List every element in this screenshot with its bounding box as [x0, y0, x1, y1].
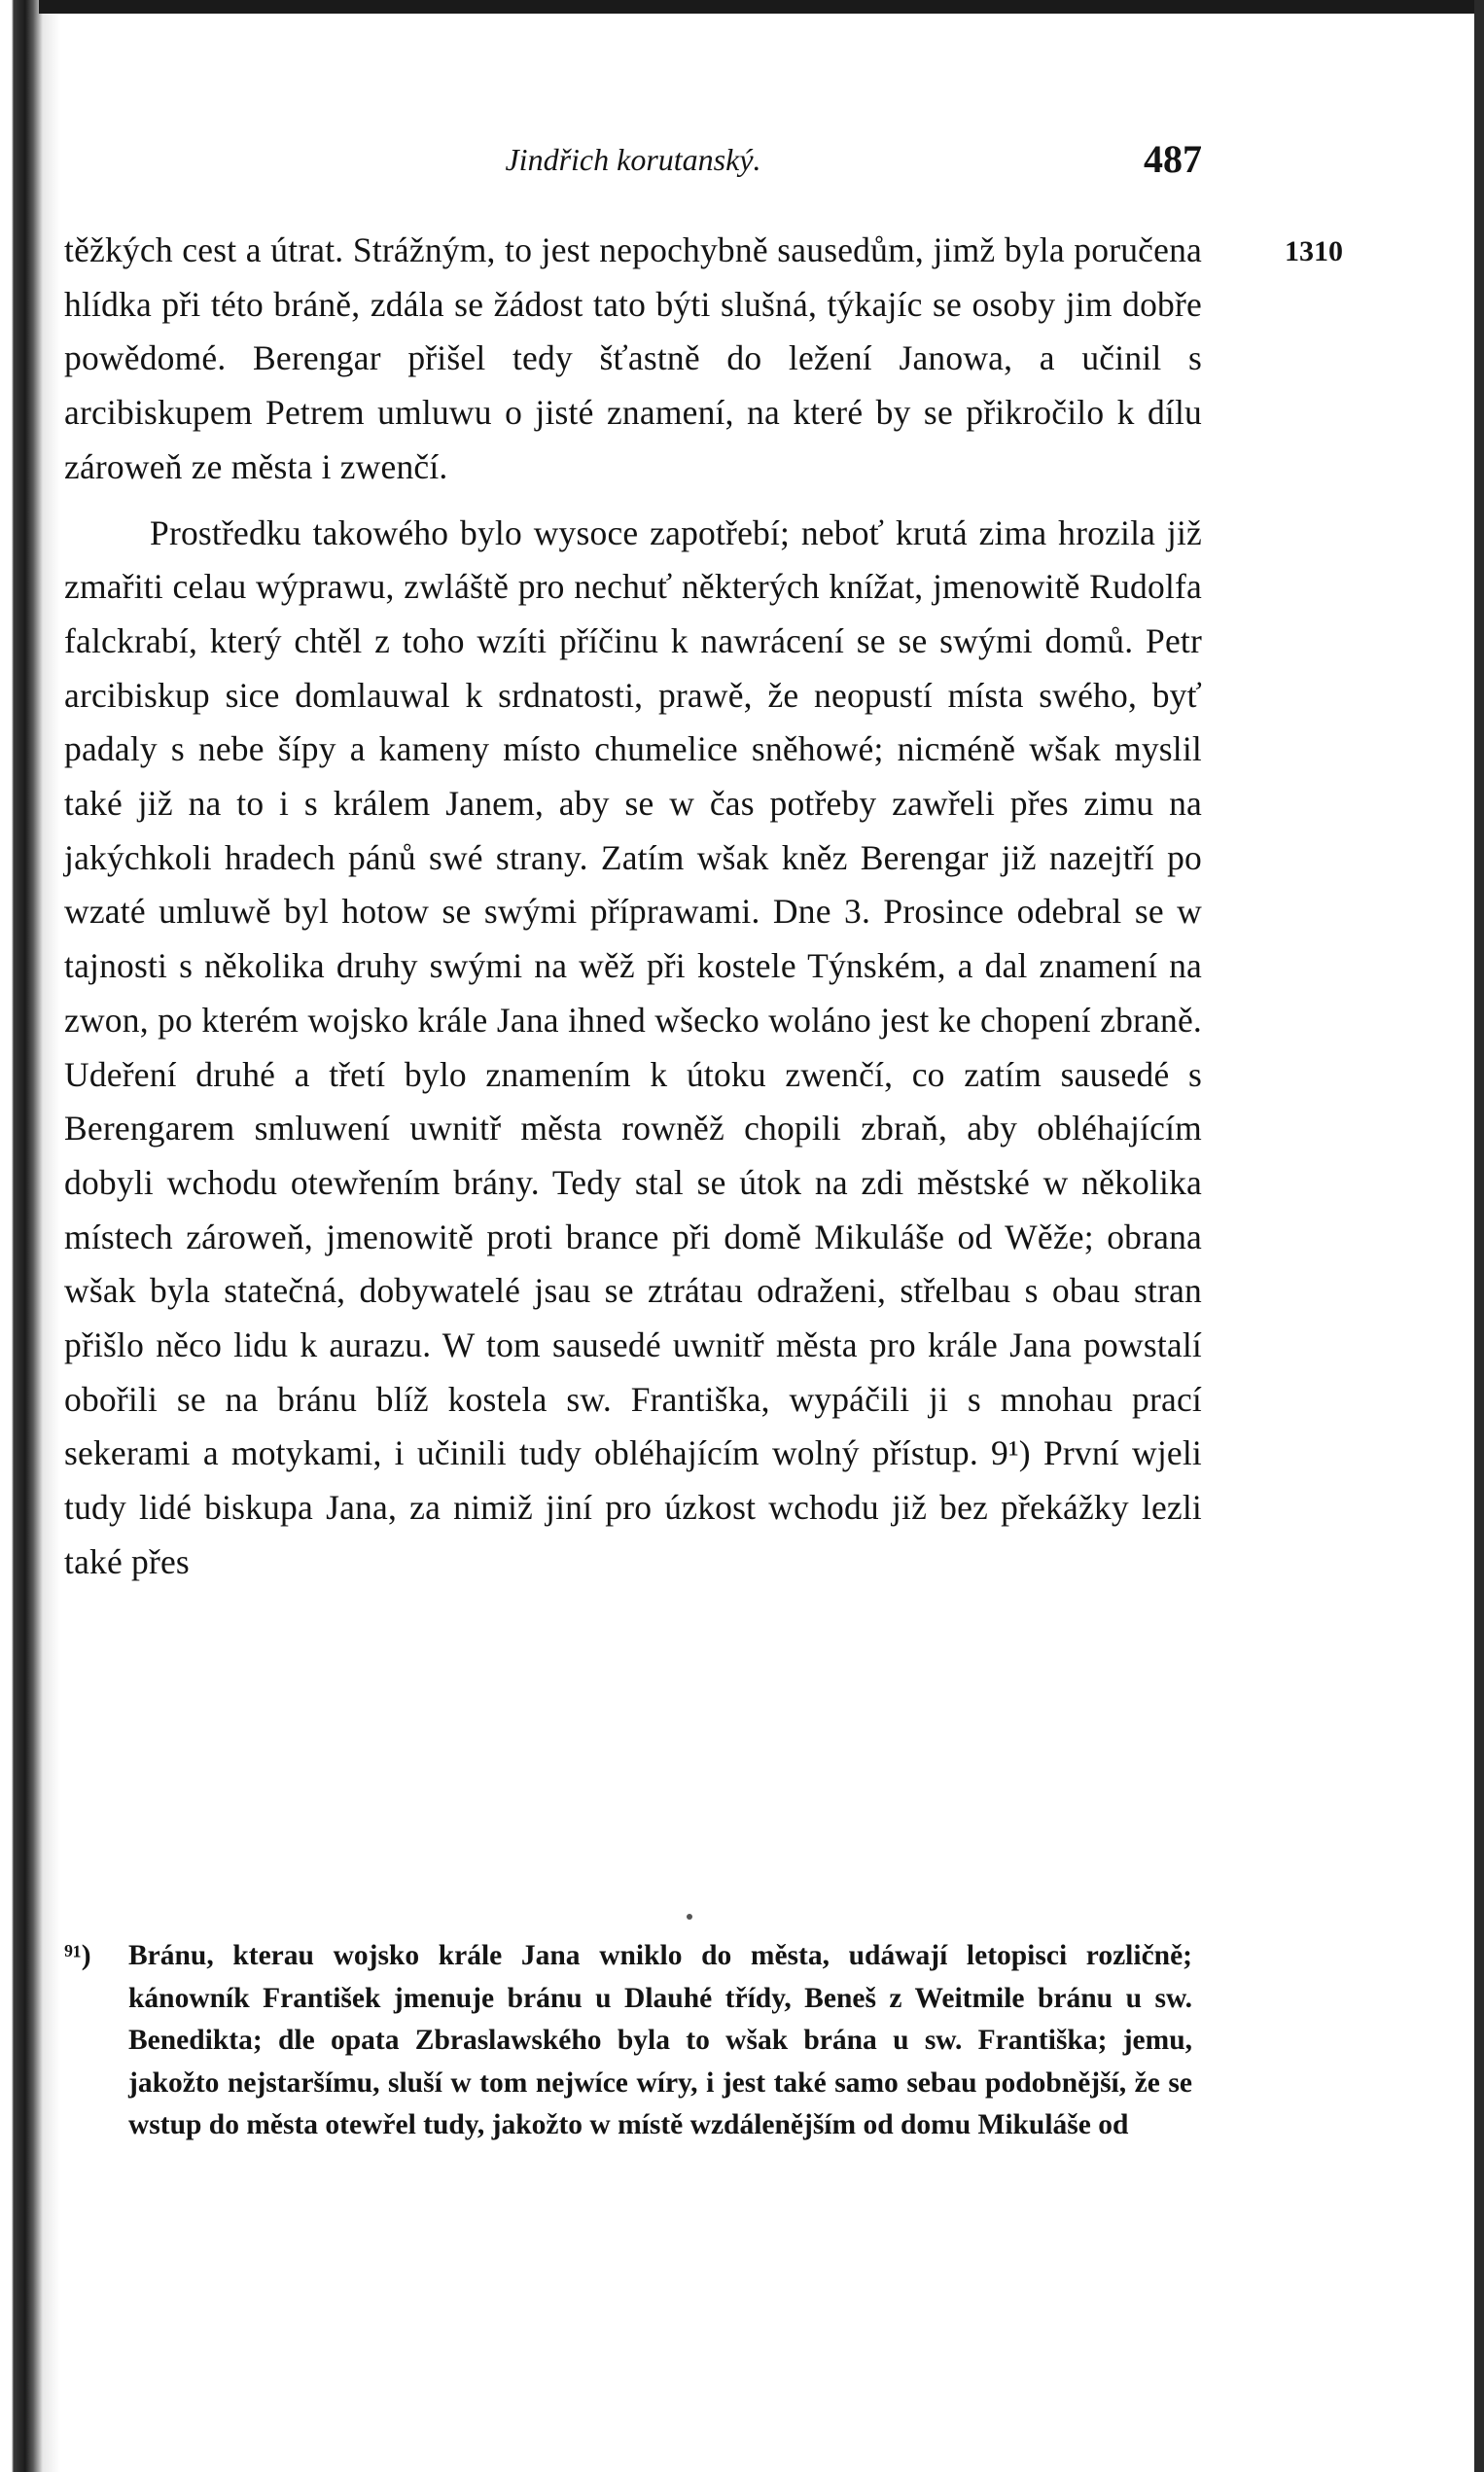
footnote-text: Bránu, kterau wojsko krále Jana wniklo do města, udáwají letopisci rozličně; kánowník František jmenuje bránu u Dlauhé třídy, Beneš z Weitmile bránu u sw. Benedikta; dle opata Zbraslawského byla to wšak brána u sw. Františka; jemu, jakožto nejstaršímu, sluší w tom nejwíce wíry, i jest také samo sebau podobnější, že se wstup do města otewřel tudy, jakožto w místě wzdálenějším od domu Mikuláše od	[128, 1940, 1192, 2140]
footnote	[64, 1935, 1192, 2147]
paragraph-2-continuation: První wjeli tudy lidé biskupa Jana, za nimiž jiní pro úzkost wchodu již bez překážky lezli také přes	[64, 1433, 1202, 1581]
footnote-mark: ⁹¹)	[64, 1940, 91, 1971]
main-text	[64, 224, 1202, 1602]
paragraph-2-text: Prostředku takowého bylo wysoce zapotřebí; neboť krutá zima hrozila již zmařiti celau wýprawu, zwláště pro nechuť některých knížat, jmenowitě Rudolfa falckrabí, který chtěl z toho wzíti příčinu k nawrácení se se swými domů. Petr arcibiskup sice domlauwal k srdnatosti, prawě, že neopustí místa swého, byť padaly s nebe šípy a kameny místo chumelice sněhowé; nicméně wšak myslil také již na to i s králem Janem, aby se w čas potřeby zawřeli přes zimu na jakýchkoli hradech pánů swé strany. Zatím wšak kněz Berengar již nazejtří po wzaté umluwě byl hotow se swými příprawami. Dne 3. Prosince odebral se w tajnosti s několika druhy swými na wěž při kostele Týnském, a dal znamení na zwon, po kterém wojsko krále Jana ihned wšecko woláno jest ke chopení zbraně. Udeření druhé a třetí bylo znamením k útoku zwenčí, co zatím sausedé s Berengarem smluwení uwnitř města rowněž chopili zbraň, aby obléhajícím dobyli wchodu otewřením brány. Tedy stal se útok na zdi městské w několika místech zároweň, jmenowitě proti brance při domě Mikuláše od Wěže; obrana wšak byla statečná, dobywatelé jsau se ztrátau odraženi, střelbau s obau stran přišlo něco lidu k aurazu. W tom sausedé uwnitř města pro krále Jana powstalí obořili se na bránu blíž kostela sw. Františka, wypáčili ji s mnohau prací sekerami a motykami, i učinili tudy obléhajícím wolný přístup.	[64, 512, 1202, 1473]
page-header	[64, 136, 1202, 194]
book-spine-shadow	[0, 0, 60, 2472]
footnote-paragraph	[64, 1935, 1192, 2147]
running-title: Jindřich korutanský.	[505, 142, 761, 177]
paragraph-1: těžkých cest a útrat. Strážným, to jest nepochybně sausedům, jimž byla poručena hlídka při této bráně, zdála se žádost tato býti slušná, týkajíc se osoby jim dobře powědomé. Berengar přišel tedy šťastně do ležení Janowa, a učinil s arcibiskupem Petrem umluwu o jisté znamení, na které by se přikročilo k dílu zároweň ze města i zwenčí.	[64, 230, 1202, 486]
scan-right-edge	[1474, 0, 1484, 2472]
paragraph-2	[64, 507, 1202, 1590]
page-number: 487	[1144, 137, 1202, 181]
footnote-reference: 9¹)	[991, 1433, 1031, 1473]
book-page	[64, 0, 1343, 2472]
footnote-separator-dot	[687, 1914, 692, 1920]
margin-year-note: 1310	[1285, 235, 1343, 267]
